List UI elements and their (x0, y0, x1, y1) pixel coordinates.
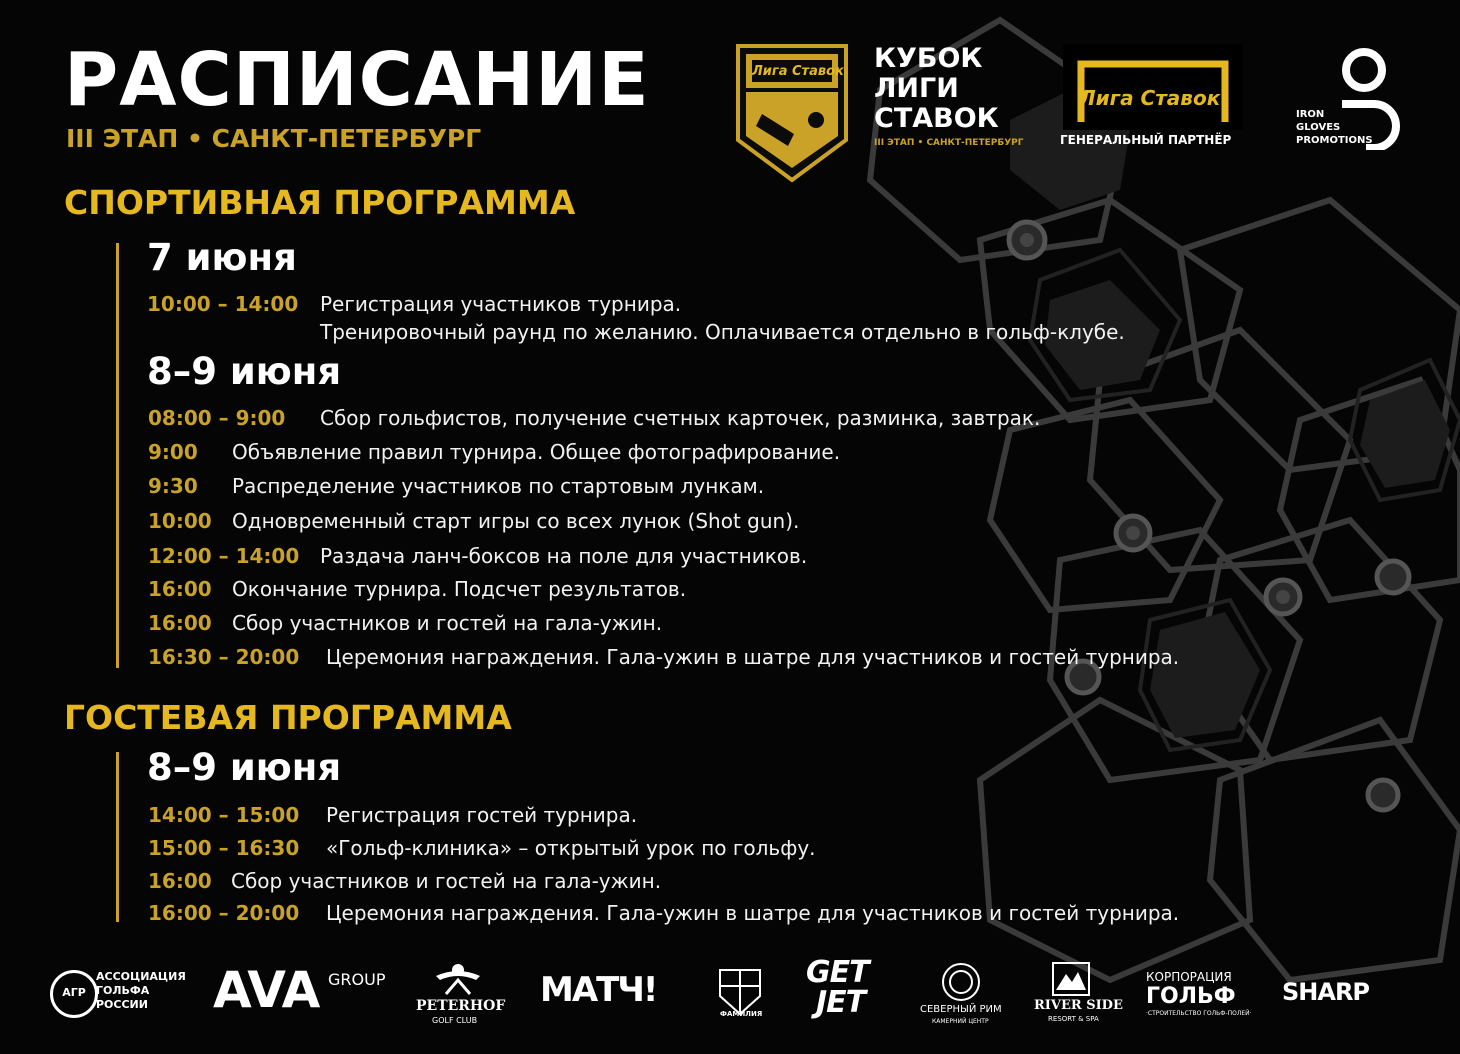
match-logo: МАТЧ! (540, 970, 657, 1010)
schedule-time: 16:00 (148, 577, 212, 601)
schedule-text: Регистрация участников турнира. (320, 292, 682, 316)
agr-line: РОССИИ (96, 998, 148, 1011)
schedule-text: Сбор участников и гостей на гала-ужин. (232, 611, 663, 635)
promo-line: PROMOTIONS (1296, 135, 1373, 146)
page-subtitle: III ЭТАП • САНКТ-ПЕТЕРБУРГ (66, 124, 482, 153)
schedule-time: 15:00 – 16:30 (148, 836, 300, 860)
golf-sub: ·СТРОИТЕЛЬСТВО ГОЛЬФ-ПОЛЕЙ· (1146, 1010, 1252, 1017)
peterhof-sub: GOLF CLUB (432, 1016, 478, 1025)
severny-rim-sub: КАМЕРНИЙ ЦЕНТР (932, 1018, 989, 1025)
promo-text (1296, 108, 1373, 147)
guest-program-bar (116, 752, 119, 922)
familia-logo: ФАМИЛИЯ (720, 1010, 763, 1018)
schedule-time: 12:00 – 14:00 (148, 544, 300, 568)
agr-logo-icon (50, 970, 98, 1018)
sports-program-bar (116, 243, 119, 668)
getjet-get: GET (806, 955, 869, 990)
agr-text (96, 970, 186, 1012)
schedule-text: Регистрация гостей турнира. (326, 803, 638, 827)
schedule-text: Церемония награждения. Гала-ужин в шатре для участников и гостей турнира. (326, 901, 1180, 925)
schedule-time: 9:00 (148, 440, 198, 464)
schedule-text: Одновременный старт игры со всех лунок (Shot gun). (232, 509, 800, 533)
schedule-text: Сбор участников и гостей на гала-ужин. (231, 869, 662, 893)
ava-group: GROUP (328, 970, 386, 989)
page-title: РАСПИСАНИЕ (64, 37, 650, 123)
day-date: 7 июня (147, 236, 297, 279)
sponsor-name: Лига Ставок (1079, 86, 1221, 110)
cup-title-line: СТАВОК (874, 103, 999, 134)
agr-line: АССОЦИАЦИЯ (96, 970, 186, 983)
sharp-logo: SHARP (1282, 978, 1370, 1006)
guest-program-heading: ГОСТЕВАЯ ПРОГРАММА (64, 698, 512, 737)
severny-rim-logo: СЕВЕРНЫЙ РИМ (920, 1004, 1002, 1015)
cup-title-line: ЛИГИ (874, 73, 959, 104)
peterhof-emblem-icon (432, 962, 484, 996)
peterhof-logo: PETERHOF (416, 998, 506, 1014)
golf-logo: ГОЛЬФ (1146, 984, 1236, 1009)
schedule-time: 14:00 – 15:00 (148, 803, 300, 827)
schedule-text: Сбор гольфистов, получение счетных карточек, разминка, завтрак. (320, 406, 1041, 430)
getjet-jet: JET (816, 985, 866, 1020)
cup-badge-text: Лига Ставок (752, 64, 844, 79)
schedule-time: 10:00 – 14:00 (147, 292, 299, 316)
day-date: 8–9 июня (147, 746, 342, 789)
schedule-time: 16:00 – 20:00 (148, 901, 300, 925)
schedule-time: 08:00 – 9:00 (148, 406, 286, 430)
agr-line: ГОЛЬФА (96, 984, 150, 997)
river-side-sub: RESORT & SPA (1048, 1015, 1099, 1023)
schedule-text: Церемония награждения. Гала-ужин в шатре для участников и гостей турнира. (326, 645, 1180, 669)
river-side-emblem-icon (1052, 962, 1090, 996)
schedule-text: Объявление правил турнира. Общее фотографирование. (232, 440, 841, 464)
sponsor-caption: ГЕНЕРАЛЬНЫЙ ПАРТНЁР (1060, 133, 1232, 147)
severny-rim-emblem-icon (936, 962, 986, 1002)
schedule-text: Окончание турнира. Подсчет результатов. (232, 577, 687, 601)
schedule-time: 16:00 (148, 869, 212, 893)
cup-title-line: КУБОК (874, 43, 983, 74)
schedule-time: 16:30 – 20:00 (148, 645, 300, 669)
sponsor-logo (1063, 44, 1243, 130)
schedule-text: Распределение участников по стартовым лункам. (232, 474, 765, 498)
agr-badge: АГР (62, 986, 86, 999)
schedule-time: 16:00 (148, 611, 212, 635)
cup-subtitle: III ЭТАП • САНКТ-ПЕТЕРБУРГ (874, 138, 1024, 148)
promo-line: GLOVES (1296, 122, 1341, 133)
cup-title (874, 44, 999, 134)
river-side-logo: RIVER SIDE (1034, 998, 1123, 1013)
schedule-time: 10:00 (148, 509, 212, 533)
schedule-time: 9:30 (148, 474, 198, 498)
ava-logo: AVA (213, 961, 320, 1019)
korporaciya-logo: КОРПОРАЦИЯ (1146, 970, 1232, 984)
promo-line: IRON (1296, 109, 1325, 120)
day-date: 8–9 июня (147, 350, 342, 393)
schedule-text: Раздача ланч-боксов на поле для участников. (320, 544, 808, 568)
sports-program-heading: СПОРТИВНАЯ ПРОГРАММА (64, 183, 576, 222)
schedule-text: «Гольф-клиника» – открытый урок по гольфу. (326, 836, 816, 860)
schedule-text: Тренировочный раунд по желанию. Оплачивается отдельно в гольф-клубе. (320, 320, 1125, 344)
